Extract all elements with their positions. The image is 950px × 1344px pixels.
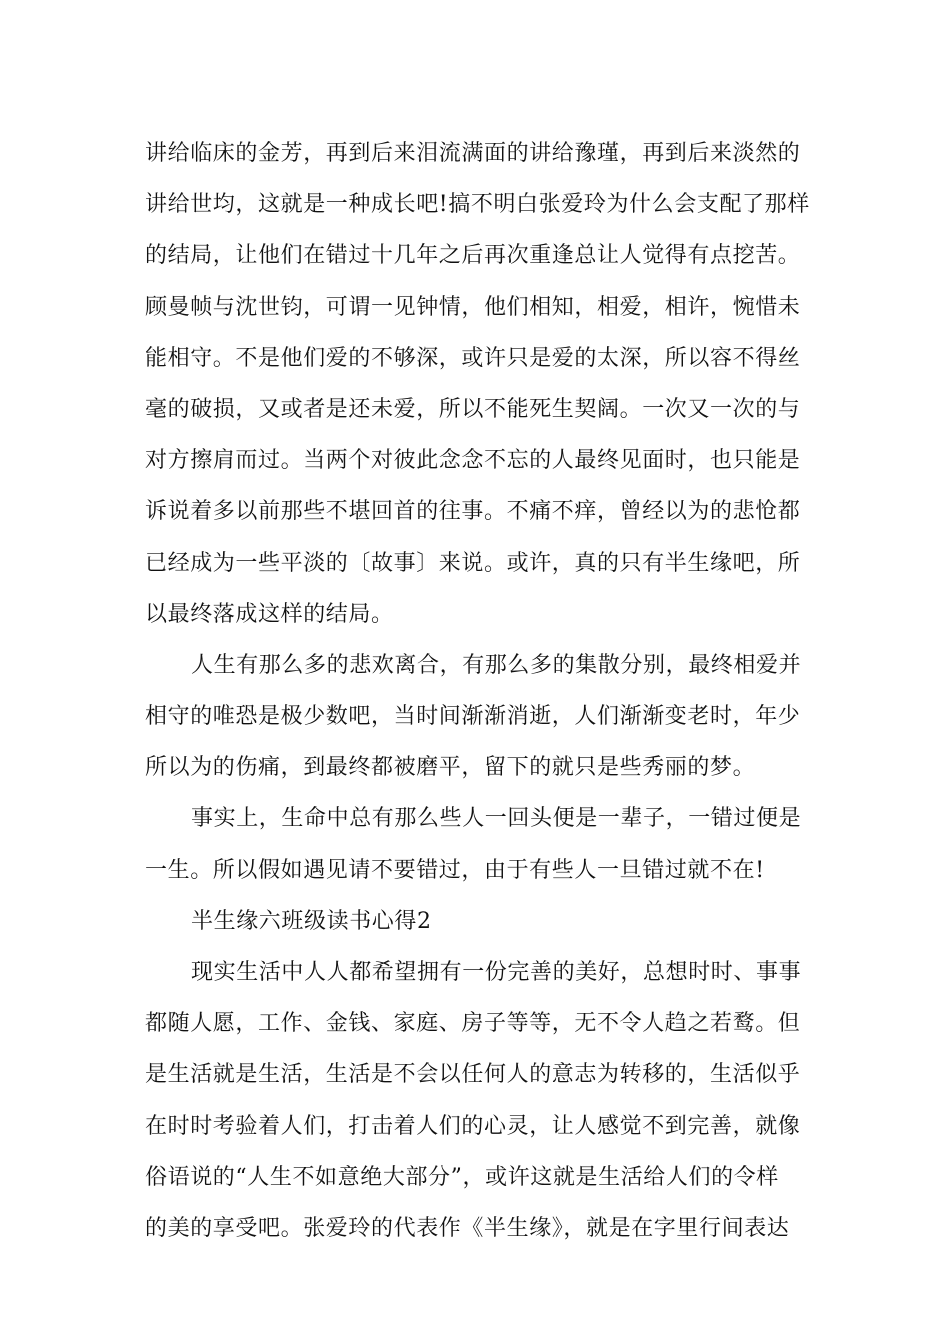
- body-text: [145, 128, 810, 1254]
- text-line: 诉说着多以前那些不堪回首的往事。不痛不痒，曾经以为的悲怆都: [145, 499, 801, 525]
- text-line: 已经成为一些平淡的〔故事〕来说。或许，真的只有半生缘吧，所: [145, 550, 801, 576]
- text-line: 是生活就是生活，生活是不会以任何人的意志为转移的，生活似乎: [145, 1062, 801, 1088]
- text-line: 讲给临床的金芳，再到后来泪流满面的讲给豫瑾，再到后来淡然的: [145, 141, 801, 166]
- text-line: 都随人愿，工作、金钱、家庭、房子等等，无不令人趋之若鹜。但: [145, 1011, 801, 1037]
- text-line: 毫的破损，又或者是还未爱，所以不能死生契阔。一次又一次的与: [145, 396, 801, 422]
- text-line: 顾曼帧与沈世钧，可谓一见钟情，他们相知，相爱，相许，惋惜未: [145, 294, 801, 320]
- text-line: 以最终落成这样的结局。: [145, 601, 394, 627]
- paragraph-start-line: 事实上，生命中总有那么些人一回头便是一辈子，一错过便是: [191, 806, 802, 832]
- text-line: 俗语说的“人生不如意绝大部分”，或许这就是生活给人们的令样: [145, 1164, 779, 1190]
- text-line: 一生。所以假如遇见请不要错过，由于有些人一旦错过就不在!: [145, 857, 765, 883]
- text-line: 对方擦肩而过。当两个对彼此念念不忘的人最终见面时，也只能是: [145, 448, 801, 474]
- section-heading: 半生缘六班级读书心得2: [191, 908, 432, 934]
- text-line: 在时时考验着人们，打击着人们的心灵，让人感觉不到完善，就像: [145, 1113, 801, 1139]
- text-line: 能相守。不是他们爱的不够深，或许只是爱的太深，所以容不得丝: [145, 345, 801, 371]
- text-line: 的美的享受吧。张爱玲的代表作《半生缘》，就是在字里行间表达: [145, 1215, 790, 1241]
- text-line: 所以为的伤痛，到最终都被磨平，留下的就只是些秀丽的梦。: [145, 755, 756, 781]
- paragraph-start-line: 人生有那么多的悲欢离合，有那么多的集散分别，最终相爱并: [191, 652, 802, 678]
- text-line: 相守的唯恐是极少数吧，当时间渐渐消逝，人们渐渐变老时，年少: [145, 704, 801, 730]
- text-line: 讲给世均，这就是一种成长吧!搞不明白张爱玲为什么会支配了那样: [145, 192, 810, 218]
- paragraph-start-line: 现实生活中人人都希望拥有一份完善的美好，总想时时、事事: [191, 960, 802, 985]
- text-line: 的结局，让他们在错过十几年之后再次重逢总让人觉得有点挖苦。: [145, 243, 801, 269]
